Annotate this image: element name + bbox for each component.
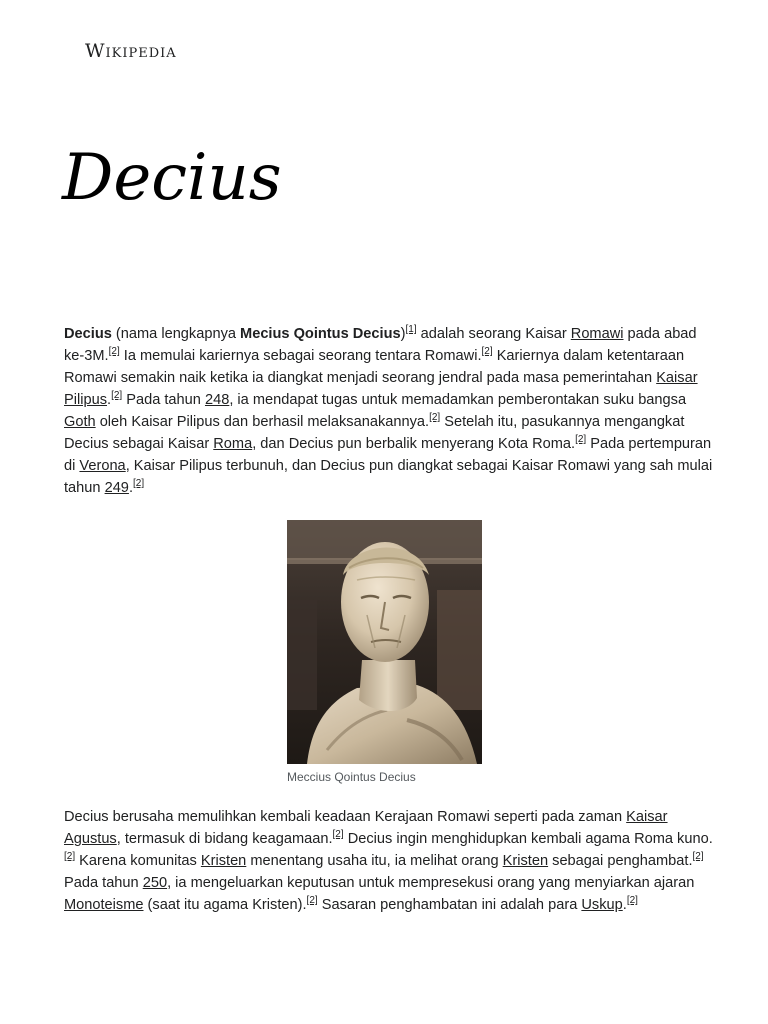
article-paragraph-2: [64, 806, 714, 916]
reference-link[interactable]: [2]: [111, 390, 123, 402]
text: menentang usaha itu, ia melihat orang: [246, 853, 503, 869]
reference-link[interactable]: [2]: [481, 346, 493, 358]
link-kristen[interactable]: Kristen: [502, 853, 549, 869]
reference-sup: [429, 412, 440, 423]
reference-link[interactable]: [2]: [64, 851, 76, 863]
text: .: [107, 392, 112, 408]
text: (saat itu agama Kristen).: [143, 897, 307, 913]
reference-sup: [64, 851, 75, 862]
reference-link[interactable]: [2]: [692, 851, 704, 863]
text: (nama lengkapnya: [111, 326, 241, 342]
reference-sup: [111, 390, 122, 401]
text: , ia mendapat tugas untuk memadamkan pemberontakan suku bangsa: [229, 392, 687, 408]
reference-link[interactable]: [2]: [108, 346, 120, 358]
reference-link[interactable]: [2]: [133, 478, 145, 490]
text: Decius berusaha memulihkan kembali keadaan Kerajaan Romawi seperti pada zaman: [64, 809, 627, 825]
bold-term: Mecius Qointus Decius: [240, 326, 401, 342]
reference-link[interactable]: [2]: [429, 412, 441, 424]
text: Kariernya dalam ketentaraan Romawi semakin naik ketika ia diangkat menjadi seorang jendral pada masa pemerintahan: [64, 348, 685, 386]
text: pada abad ke-3M.: [64, 326, 697, 364]
figure-caption: Meccius Qointus Decius: [287, 770, 416, 784]
text: Pada pertempuran di: [64, 436, 712, 474]
text: , ia mengeluarkan keputusan untuk mempresekusi orang yang menyiarkan ajaran: [167, 875, 695, 891]
link-kaisar-pilipus[interactable]: Kaisar Pilipus: [64, 370, 698, 408]
text: , dan Decius pun berbalik menyerang Kota Roma.: [252, 436, 576, 452]
decius-bust-image[interactable]: [287, 520, 482, 764]
text: ): [400, 326, 406, 342]
text: Setelah itu, pasukannya mengangkat Decius sebagai Kaisar: [64, 414, 685, 452]
wikipedia-wordmark[interactable]: Wikipedia: [85, 40, 177, 62]
reference-link[interactable]: [2]: [575, 434, 587, 446]
link-uskup[interactable]: Uskup: [581, 897, 623, 913]
text: , Kaisar Pilipus terbunuh, dan Decius pun diangkat sebagai Kaisar Romawi yang sah mulai tahun: [64, 458, 713, 496]
link-year-248[interactable]: 248: [204, 392, 230, 408]
portrait-figure: [287, 520, 482, 784]
link-year-249[interactable]: 249: [104, 480, 129, 496]
text: sebagai penghambat.: [548, 853, 693, 869]
reference-link[interactable]: [2]: [332, 829, 344, 841]
link-roma[interactable]: Roma: [213, 436, 253, 452]
text: Karena komunitas: [75, 853, 201, 869]
bold-term: Decius: [64, 326, 112, 342]
reference-sup: [333, 829, 344, 840]
reference-sup: [575, 434, 586, 445]
reference-sup: [406, 324, 417, 335]
text: .: [128, 480, 133, 496]
link-verona[interactable]: Verona: [79, 458, 126, 474]
link-kaisar-agustus[interactable]: Kaisar Agustus: [64, 809, 668, 847]
reference-sup: [307, 895, 318, 906]
link-romawi[interactable]: Romawi: [570, 326, 624, 342]
text: Ia memulai kariernya sebagai seorang tentara Romawi.: [119, 348, 482, 364]
reference-sup: [133, 478, 144, 489]
text: Pada tahun: [122, 392, 205, 408]
link-monoteisme[interactable]: Monoteisme: [64, 897, 144, 913]
link-goth[interactable]: Goth: [64, 414, 96, 430]
text: .: [622, 897, 627, 913]
reference-sup: [482, 346, 493, 357]
text: Sasaran penghambatan ini adalah para: [317, 897, 582, 913]
reference-link[interactable]: [1]: [405, 324, 417, 336]
text: Pada tahun: [64, 875, 143, 891]
text: Decius ingin menghidupkan kembali agama Roma kuno.: [343, 831, 713, 847]
reference-sup: [627, 895, 638, 906]
text: , termasuk di bidang keagamaan.: [116, 831, 333, 847]
link-year-250[interactable]: 250: [142, 875, 168, 891]
text: oleh Kaisar Pilipus dan berhasil melaksanakannya.: [95, 414, 430, 430]
link-kristen[interactable]: Kristen: [200, 853, 247, 869]
reference-link[interactable]: [2]: [306, 895, 318, 907]
page-title: Decius: [62, 141, 282, 215]
reference-sup: [693, 851, 704, 862]
reference-sup: [109, 346, 120, 357]
reference-link[interactable]: [2]: [626, 895, 638, 907]
text: adalah seorang Kaisar: [416, 326, 571, 342]
article-paragraph-1: [64, 323, 714, 499]
